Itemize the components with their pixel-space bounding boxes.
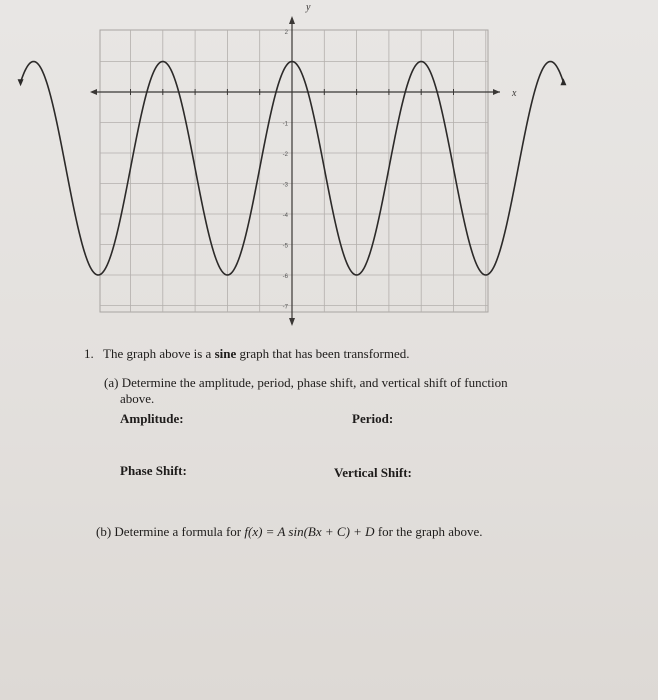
y-axis-arrow-up xyxy=(289,16,295,24)
x-axis-arrow-right xyxy=(493,89,500,95)
y-tick-label: -4 xyxy=(282,213,288,219)
graph-svg xyxy=(0,0,658,340)
y-tick-label: -7 xyxy=(282,304,288,311)
question-1 xyxy=(84,346,604,362)
curve-arrow-start xyxy=(18,79,24,86)
question-1-keyword: sine xyxy=(214,346,237,361)
y-tick-label: 2 xyxy=(284,30,288,36)
curve-arrow-end xyxy=(560,78,566,85)
y-tick-label: -1 xyxy=(282,121,288,128)
y-tick-label: -5 xyxy=(282,243,288,250)
x-axis-arrow-left xyxy=(90,89,97,95)
vertical-shift-label: Vertical Shift: xyxy=(334,465,412,480)
part-a xyxy=(104,375,574,407)
y-axis-label: y xyxy=(306,2,311,13)
part-a-text-cont: above. xyxy=(120,391,155,406)
y-tick-label: -6 xyxy=(282,274,288,280)
question-1-text-pre: The graph above is a xyxy=(103,346,215,361)
period-label: Period: xyxy=(352,411,394,426)
y-axis-arrow-down xyxy=(289,318,295,326)
sine-graph xyxy=(0,0,658,340)
part-b xyxy=(96,524,596,540)
question-1-text-post: graph that has been transformed. xyxy=(236,346,410,361)
part-b-text-pre: Determine a formula for xyxy=(114,524,245,539)
phase-shift-label: Phase Shift: xyxy=(120,463,187,478)
part-b-formula xyxy=(244,524,374,539)
question-number: 1. xyxy=(84,346,94,361)
part-b-formula-text: f(x) = A sin(Bx + C) + D xyxy=(244,524,375,539)
part-b-label: (b) xyxy=(96,524,112,539)
part-a-text: Determine the amplitude, period, phase shift, and vertical shift of function xyxy=(121,375,508,390)
part-b-text-post: for the graph above. xyxy=(374,524,483,539)
part-a-label: (a) xyxy=(104,375,119,390)
x-axis-label: x xyxy=(512,88,517,99)
y-tick-label: -2 xyxy=(282,152,288,158)
amplitude-label: Amplitude: xyxy=(120,411,184,426)
y-tick-label: -3 xyxy=(282,182,288,189)
tick-labels xyxy=(131,2,518,311)
